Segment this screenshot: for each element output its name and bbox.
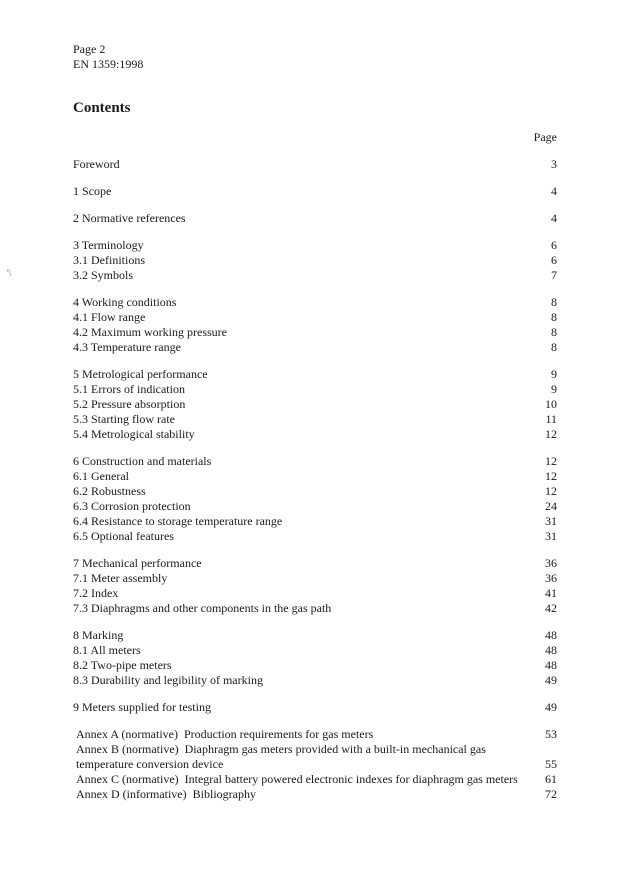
toc-entry-label: 9 Meters supplied for testing <box>73 700 211 714</box>
annex-designation: Annex C (normative) <box>76 772 179 786</box>
toc-entry[interactable] <box>73 700 557 715</box>
annex-title: Diaphragm gas meters provided with a built-in mechanical gas temperature conversion device <box>76 742 486 771</box>
toc-annex-entry[interactable] <box>76 787 557 802</box>
toc-entry-label: 6.4 Resistance to storage temperature range <box>73 514 283 528</box>
toc-entry[interactable] <box>73 469 557 484</box>
toc-entry[interactable] <box>73 295 557 310</box>
toc-entry[interactable] <box>73 628 557 643</box>
stray-mark: '\ <box>7 268 12 278</box>
standard-number-line: EN 1359:1998 <box>73 57 144 71</box>
annex-designation: Annex D (informative) <box>76 787 187 801</box>
toc-annex-label <box>76 742 543 772</box>
toc-entry-page-number: 48 <box>545 643 557 657</box>
toc-group <box>73 211 557 226</box>
toc-annex-page-number: 55 <box>545 757 557 771</box>
toc-entry-page-number: 48 <box>545 628 557 642</box>
toc-entry-page-number: 12 <box>545 454 557 468</box>
toc-entry-page-number: 36 <box>545 571 557 585</box>
toc-entry-page-number: 41 <box>545 586 557 600</box>
toc-group <box>73 556 557 616</box>
toc-entry-label: 2 Normative references <box>73 211 186 225</box>
toc-group <box>73 454 557 544</box>
toc-entry-label: 5.4 Metrological stability <box>73 427 195 441</box>
toc-entry-page-number: 6 <box>551 253 557 267</box>
toc-entry-page-number: 7 <box>551 268 557 282</box>
toc-entry[interactable] <box>73 571 557 586</box>
toc-entry-page-number: 49 <box>545 700 557 714</box>
toc-entry-label: 3.2 Symbols <box>73 268 134 282</box>
page-number-line: Page 2 <box>73 42 106 56</box>
toc-entry-label: 3 Terminology <box>73 238 144 252</box>
toc-annex-label <box>76 787 543 802</box>
toc-entry-label: 8 Marking <box>73 628 124 642</box>
toc-entry[interactable] <box>73 184 557 199</box>
toc-entry-label: 7 Mechanical performance <box>73 556 202 570</box>
toc-entry-page-number: 49 <box>545 673 557 687</box>
toc-entry-page-number: 12 <box>545 427 557 441</box>
toc-entry[interactable] <box>73 601 557 616</box>
toc-entry-label: 1 Scope <box>73 184 112 198</box>
page-header <box>73 42 143 72</box>
toc-entry[interactable] <box>73 397 557 412</box>
annex-designation: Annex A (normative) <box>76 727 178 741</box>
toc-entry-page-number: 31 <box>545 514 557 528</box>
toc-entry-label: 7.2 Index <box>73 586 119 600</box>
toc-entry-label: 8.3 Durability and legibility of marking <box>73 673 263 687</box>
toc-entry-page-number: 8 <box>551 295 557 309</box>
table-of-contents <box>73 157 557 814</box>
toc-entry[interactable] <box>73 499 557 514</box>
toc-annex-entry[interactable] <box>76 742 557 772</box>
toc-entry-label: 4.1 Flow range <box>73 310 146 324</box>
contents-title: Contents <box>73 100 131 116</box>
toc-entry-page-number: 36 <box>545 556 557 570</box>
annex-title: Production requirements for gas meters <box>183 727 374 741</box>
toc-annex-label <box>76 772 543 787</box>
toc-entry-label: 7.1 Meter assembly <box>73 571 168 585</box>
toc-entry-label: 4.3 Temperature range <box>73 340 181 354</box>
toc-entry[interactable] <box>73 484 557 499</box>
toc-entry[interactable] <box>73 367 557 382</box>
toc-group <box>73 367 557 442</box>
toc-entry-label: 4 Working conditions <box>73 295 177 309</box>
toc-group <box>73 184 557 199</box>
page-column-label: Page <box>533 130 557 144</box>
toc-annex-page-number: 53 <box>545 727 557 741</box>
toc-entry-page-number: 4 <box>551 211 557 225</box>
toc-entry-page-number: 8 <box>551 340 557 354</box>
toc-entry-page-number: 48 <box>545 658 557 672</box>
toc-entry-label: 6.2 Robustness <box>73 484 146 498</box>
toc-entry[interactable] <box>73 658 557 673</box>
toc-entry-page-number: 8 <box>551 310 557 324</box>
toc-entry[interactable] <box>73 340 557 355</box>
toc-entry-page-number: 9 <box>551 382 557 396</box>
toc-annex-group <box>73 727 557 802</box>
annex-title: Integral battery powered electronic indexes for diaphragm gas meters <box>184 772 518 786</box>
toc-entry-page-number: 31 <box>545 529 557 543</box>
toc-entry-label: 5.1 Errors of indication <box>73 382 185 396</box>
toc-entry-page-number: 8 <box>551 325 557 339</box>
toc-entry-page-number: 42 <box>545 601 557 615</box>
toc-group <box>73 295 557 355</box>
toc-entry-label: 6.1 General <box>73 469 129 483</box>
toc-entry-page-number: 9 <box>551 367 557 381</box>
toc-entry-label: 7.3 Diaphragms and other components in the gas path <box>73 601 332 615</box>
toc-entry[interactable] <box>73 643 557 658</box>
toc-entry[interactable] <box>73 514 557 529</box>
annex-title: Bibliography <box>192 787 256 801</box>
toc-entry[interactable] <box>73 157 557 172</box>
toc-entry-page-number: 10 <box>545 397 557 411</box>
toc-entry-label: 6.5 Optional features <box>73 529 174 543</box>
toc-entry-page-number: 12 <box>545 484 557 498</box>
toc-entry-label: 6 Construction and materials <box>73 454 212 468</box>
toc-entry[interactable] <box>73 325 557 340</box>
toc-entry-page-number: 12 <box>545 469 557 483</box>
toc-annex-entry[interactable] <box>76 772 557 787</box>
toc-entry-label: 4.2 Maximum working pressure <box>73 325 227 339</box>
toc-group <box>73 157 557 172</box>
toc-entry-label: 6.3 Corrosion protection <box>73 499 191 513</box>
toc-entry[interactable] <box>73 253 557 268</box>
toc-annex-label <box>76 727 543 742</box>
toc-entry-label: 5.3 Starting flow rate <box>73 412 175 426</box>
toc-entry-label: 3.1 Definitions <box>73 253 145 267</box>
toc-entry-page-number: 11 <box>545 412 557 426</box>
toc-entry-label: 5 Metrological performance <box>73 367 208 381</box>
toc-entry-page-number: 6 <box>551 238 557 252</box>
toc-entry-page-number: 3 <box>551 157 557 171</box>
toc-entry[interactable] <box>73 238 557 253</box>
toc-entry-label: Foreword <box>73 157 120 171</box>
toc-annex-page-number: 72 <box>545 787 557 801</box>
toc-entry[interactable] <box>73 427 557 442</box>
toc-entry-label: 5.2 Pressure absorption <box>73 397 186 411</box>
toc-group <box>73 700 557 715</box>
annex-designation: Annex B (normative) <box>76 742 179 756</box>
toc-entry-page-number: 4 <box>551 184 557 198</box>
toc-entry[interactable] <box>73 556 557 571</box>
toc-entry[interactable] <box>73 586 557 601</box>
toc-annex-entry[interactable] <box>76 727 557 742</box>
toc-entry[interactable] <box>73 673 557 688</box>
toc-entry[interactable] <box>73 529 557 544</box>
toc-group <box>73 628 557 688</box>
toc-entry[interactable] <box>73 382 557 397</box>
toc-entry[interactable] <box>73 412 557 427</box>
toc-annex-page-number: 61 <box>545 772 557 786</box>
toc-entry[interactable] <box>73 310 557 325</box>
toc-entry-label: 8.1 All meters <box>73 643 141 657</box>
toc-entry[interactable] <box>73 268 557 283</box>
toc-entry-page-number: 24 <box>545 499 557 513</box>
toc-entry[interactable] <box>73 211 557 226</box>
toc-entry-label: 8.2 Two-pipe meters <box>73 658 172 672</box>
toc-entry[interactable] <box>73 454 557 469</box>
toc-group <box>73 238 557 283</box>
